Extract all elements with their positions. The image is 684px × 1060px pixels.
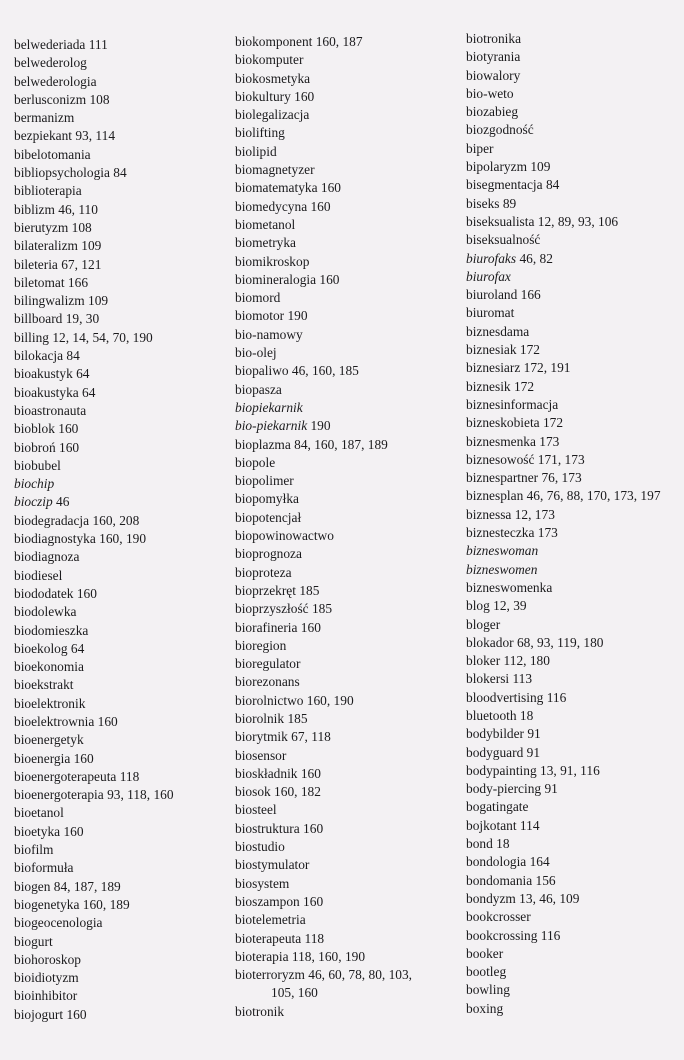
index-entry: bizneswomenka [466, 579, 553, 595]
index-entry: biuromat [466, 305, 515, 321]
index-entry: blokersi 113 [466, 671, 533, 687]
index-entry: biznesowość 171, 173 [466, 451, 585, 467]
index-entry: bioenergetyk [14, 732, 84, 748]
index-entry: biobroń 160 [14, 439, 80, 455]
index-entry: bileteria 67, 121 [14, 256, 102, 272]
index-entry [235, 417, 412, 435]
index-entry: biorezonans [235, 674, 300, 690]
index-entry: berlusconizm 108 [14, 91, 110, 107]
index-entry: bierutyzm 108 [14, 219, 92, 235]
index-entry: biznesteczka 173 [466, 525, 558, 541]
index-entry: biseks 89 [466, 195, 517, 211]
index-entry: biznesplan 46, 76, 88, 170, 173, 197 [466, 488, 661, 504]
index-column-2 [235, 33, 412, 1021]
index-entry: bioetyka 160 [14, 823, 84, 839]
index-entry-pages: 46 [52, 494, 70, 510]
index-entry: bioastronauta [14, 402, 87, 418]
index-entry: bizneswomen [466, 561, 538, 577]
index-column-1 [14, 36, 174, 1024]
index-entry: bioproteza [235, 564, 292, 580]
index-entry: bodyguard 91 [466, 744, 541, 760]
index-entry: biokosmetyka [235, 70, 311, 86]
index-entry: biogeocenologia [14, 915, 103, 931]
index-entry: biurofax [466, 268, 511, 284]
index-entry: bioterroryzm 46, 60, 78, 80, 103, [235, 967, 413, 983]
index-entry: biopiekarnik [235, 399, 303, 415]
index-entry: bondologia 164 [466, 854, 550, 870]
index-entry: belwederolog [14, 55, 87, 71]
index-entry: biogenetyka 160, 189 [14, 896, 130, 912]
index-entry: biostymulator [235, 857, 310, 873]
index-entry: biznespartner 76, 173 [466, 470, 582, 486]
index-entry: biojogurt 160 [14, 1006, 87, 1022]
index-entry: biznesik 172 [466, 378, 535, 394]
index-entry: bioszampon 160 [235, 893, 324, 909]
index-entry: biomord [235, 290, 281, 306]
index-entry-term: bio-piekarnik [235, 418, 308, 434]
index-entry: bioterapia 118, 160, 190 [235, 948, 366, 964]
index-entry: biokomputer [235, 52, 304, 68]
index-entry: bio-namowy [235, 326, 303, 342]
index-entry: bookcrosser [466, 909, 531, 925]
index-entry: biznesiarz 172, 191 [466, 360, 571, 376]
index-entry: body-piercing 91 [466, 781, 558, 797]
index-entry-continuation: 105, 160 [271, 985, 318, 1001]
index-entry: biotronika [466, 31, 522, 46]
index-entry: biohoroskop [14, 951, 81, 967]
index-entry: bluetooth 18 [466, 707, 534, 723]
index-entry: bioprzyszłość 185 [235, 601, 333, 617]
index-entry: biuroland 166 [466, 287, 541, 303]
index-entry: bioterapeuta 118 [235, 930, 325, 946]
index-entry: biodomieszka [14, 622, 89, 638]
index-entry: boxing [466, 1000, 504, 1016]
index-entry: bookcrossing 116 [466, 927, 561, 943]
index-entry-pages: 190 [307, 418, 331, 434]
index-entry: biometryka [235, 235, 296, 251]
index-entry: biostudio [235, 839, 285, 855]
index-entry: blog 12, 39 [466, 598, 527, 614]
index-entry: biogen 84, 187, 189 [14, 878, 121, 894]
index-entry: biodiesel [14, 567, 63, 583]
index-entry: biper [466, 140, 494, 156]
index-entry: bio-olej [235, 345, 277, 361]
index-entry: bioformuła [14, 860, 74, 876]
index-entry: bioelektronik [14, 695, 86, 711]
index-entry-term: bioczip [14, 494, 53, 510]
index-entry: biobubel [14, 457, 61, 473]
index-entry: bowling [466, 982, 510, 998]
index-entry: biolegalizacja [235, 107, 310, 123]
index-entry: biostruktura 160 [235, 820, 324, 836]
index-entry: bioinhibitor [14, 988, 78, 1004]
index-entry: biorytmik 67, 118 [235, 729, 331, 745]
index-entry: biopole [235, 454, 276, 470]
index-entry: bioetanol [14, 805, 64, 821]
index-entry: bioblok 160 [14, 421, 79, 437]
index-entry: bloker 112, 180 [466, 653, 550, 669]
index-entry: bootleg [466, 964, 507, 980]
index-entry: biozgodność [466, 122, 534, 138]
index-column-3 [466, 30, 661, 1018]
index-entry: biopowinowactwo [235, 528, 334, 544]
index-entry: biomikroskop [235, 253, 310, 269]
index-entry: bloodvertising 116 [466, 689, 567, 705]
index-entry: bizneskobieta 172 [466, 415, 564, 431]
index-entry: bioskładnik 160 [235, 765, 321, 781]
index-entry: biomineralogia 160 [235, 271, 340, 287]
index-entry: bondyzm 13, 46, 109 [466, 890, 580, 906]
index-entry: biododatek 160 [14, 585, 97, 601]
index-entry: biozabieg [466, 104, 519, 120]
index-entry: biofilm [14, 842, 54, 858]
index-entry: biochip [14, 476, 55, 492]
index-entry: biopolimer [235, 473, 294, 489]
index-entry: bond 18 [466, 836, 510, 852]
index-entry: biorafineria 160 [235, 619, 321, 635]
index-entry: bizneswoman [466, 543, 539, 559]
index-entry: biseksualność [466, 232, 541, 248]
index-entry-term: biurofaks [466, 250, 517, 266]
index-entry: biotelemetria [235, 912, 306, 928]
index-entry: biopomyłka [235, 491, 299, 507]
index-entry: billboard 19, 30 [14, 311, 100, 327]
index-entry: biblioterapia [14, 183, 82, 199]
index-entry: bondomania 156 [466, 872, 556, 888]
index-entry: biomedycyna 160 [235, 198, 331, 214]
index-entry: booker [466, 945, 504, 961]
index-entry: bioekstrakt [14, 677, 74, 693]
index-entry [466, 250, 661, 268]
index-entry: bioenergoterapia 93, 118, 160 [14, 787, 174, 803]
index-entry: biseksualista 12, 89, 93, 106 [466, 213, 619, 229]
index-entry: biotronik [235, 1003, 285, 1019]
index-entry: bioekolog 64 [14, 640, 85, 656]
index-entry: bilingwalizm 109 [14, 293, 109, 309]
index-entry: biokomponent 160, 187 [235, 34, 363, 49]
index-entry [14, 493, 174, 511]
index-entry: bioregion [235, 637, 287, 653]
index-entry: bioakustyka 64 [14, 384, 96, 400]
index-entry: biopotencjał [235, 509, 302, 525]
index-entry: billing 12, 14, 54, 70, 190 [14, 329, 153, 345]
index-entry: bisegmentacja 84 [466, 177, 560, 193]
index-entry: bio-weto [466, 85, 514, 101]
index-entry: bioprognoza [235, 546, 302, 562]
index-entry: bioidiotyzm [14, 970, 79, 986]
index-entry: biznesmenka 173 [466, 433, 560, 449]
index-entry: biogurt [14, 933, 53, 949]
index-entry: bloger [466, 616, 501, 632]
index-entry: biomatematyka 160 [235, 180, 341, 196]
index-entry: biopasza [235, 381, 282, 397]
index-entry: belwederologia [14, 73, 97, 89]
index-entry: bibelotomania [14, 146, 91, 162]
index-entry: bibliopsychologia 84 [14, 165, 127, 181]
index-entry: biznessa 12, 173 [466, 506, 555, 522]
index-entry: bojkotant 114 [466, 817, 540, 833]
index-entry: biodegradacja 160, 208 [14, 512, 140, 528]
index-entry: biopaliwo 46, 160, 185 [235, 363, 359, 379]
index-entry: biosystem [235, 875, 290, 891]
index-entry: biosok 160, 182 [235, 784, 321, 800]
index-entry: bodybilder 91 [466, 726, 541, 742]
index-entry: biodiagnoza [14, 549, 80, 565]
index-entry: bezpiekant 93, 114 [14, 128, 116, 144]
index-entry-pages: 46, 82 [516, 250, 553, 266]
index-entry: biodiagnostyka 160, 190 [14, 531, 147, 547]
index-entry: bioenergoterapeuta 118 [14, 768, 140, 784]
index-entry: biowalory [466, 67, 521, 83]
index-entry: biorolnik 185 [235, 710, 308, 726]
index-entry: biometanol [235, 216, 296, 232]
index-entry: belwederiada 111 [14, 37, 108, 52]
index-entry: biletomat 166 [14, 274, 89, 290]
index-entry: biosteel [235, 802, 277, 818]
index-entry: blokador 68, 93, 119, 180 [466, 634, 604, 650]
index-entry: bioprzekręt 185 [235, 582, 320, 598]
index-entry: bioregulator [235, 656, 301, 672]
index-entry: bioenergia 160 [14, 750, 94, 766]
index-entry: biznesdama [466, 323, 530, 339]
index-entry: bilokacja 84 [14, 348, 80, 364]
index-entry: biorolnictwo 160, 190 [235, 692, 354, 708]
index-entry: biznesinformacja [466, 396, 559, 412]
index-entry: bipolaryzm 109 [466, 159, 551, 175]
index-entry: biolipid [235, 143, 277, 159]
index-entry: biodolewka [14, 604, 77, 620]
index-entry: biokultury 160 [235, 88, 315, 104]
index-entry: biznesiak 172 [466, 342, 541, 358]
index-entry: biomotor 190 [235, 308, 308, 324]
index-entry: biblizm 46, 110 [14, 201, 98, 217]
index-entry: biomagnetyzer [235, 162, 315, 178]
index-entry: bodypainting 13, 91, 116 [466, 762, 600, 778]
index-entry: bioelektrownia 160 [14, 713, 118, 729]
index-entry: bioplazma 84, 160, 187, 189 [235, 436, 388, 452]
index-entry: biosensor [235, 747, 287, 763]
index-entry: bioekonomia [14, 659, 84, 675]
index-entry: bioakustyk 64 [14, 366, 90, 382]
index-entry: bilateralizm 109 [14, 238, 102, 254]
index-entry: bogatingate [466, 799, 529, 815]
index-entry: biotyrania [466, 49, 521, 65]
index-entry: biolifting [235, 125, 285, 141]
index-entry: bermanizm [14, 110, 75, 126]
